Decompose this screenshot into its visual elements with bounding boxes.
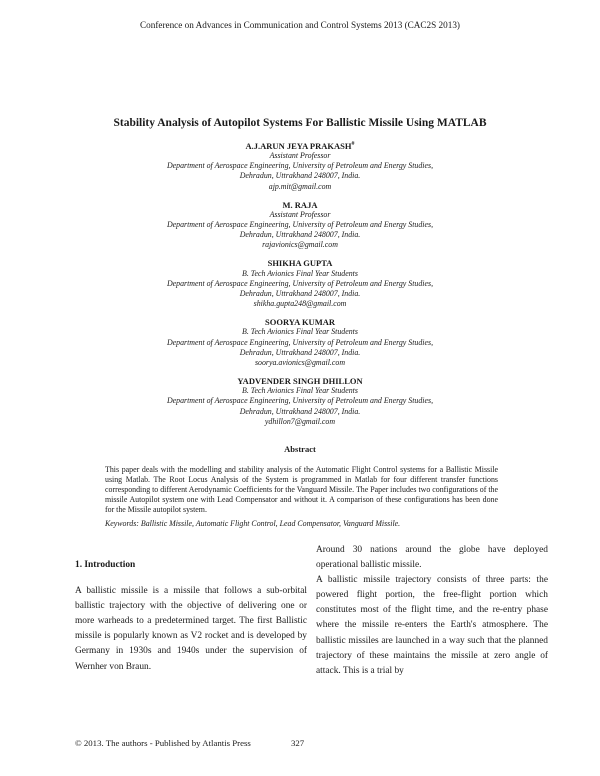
author-position: B. Tech Avionics Final Year Students [242,268,358,278]
author-address: Dehradun, Uttrakhand 248007, India. [239,171,361,181]
author-email: rajavionics@gmail.com [262,240,338,250]
author-entry [60,317,540,368]
author-entry [60,139,540,192]
author-entry [60,258,540,309]
author-email: soorya.avionics@gmail.com [254,358,346,368]
corresponding-mark: # [351,141,355,147]
keywords-list: Ballistic Missile, Automatic Flight Control, Lead Compensator, Vanguard Missile. [140,519,401,528]
abstract-heading: Abstract [284,444,316,454]
keywords-label: Keywords: [105,519,139,528]
author-block [60,139,540,435]
author-affiliation: Department of Aerospace Engineering, University of Petroleum and Energy Studies, [166,278,434,288]
author-address: Dehradun, Uttrakhand 248007, India. [239,230,361,240]
section-heading: 1. Introduction [75,560,136,570]
author-position: Assistant Professor [269,151,331,161]
author-email: shikha.gupta248@gmail.com [253,299,347,309]
keywords-line [105,519,498,529]
abstract-text: This paper deals with the modelling and stability analysis of the Automatic Flight Control systems for a Ballistic Missile using Matlab. The Root Locus Analysis of the System is programmed in Matlab for four different transfer functions corresponding to different Aerodynamic Coefficients for the Vanguard Missile. The Paper includes two configurations of the missile Autopilot system one with Lead Compensator and without it. A comparison of these configurations has been done for the Missile autopilot system. [105,465,498,514]
author-affiliation: Department of Aerospace Engineering, University of Petroleum and Energy Studies, [166,161,434,171]
page-footer [75,738,545,748]
conference-header: Conference on Advances in Communication and Control Systems 2013 (CAC2S 2013) [140,20,460,30]
author-position: B. Tech Avionics Final Year Students [242,386,358,396]
paper-title: Stability Analysis of Autopilot Systems For Ballistic Missile Using MATLAB [113,117,487,129]
author-address: Dehradun, Uttrakhand 248007, India. [239,347,361,357]
intro-paragraph: A ballistic missile is a missile that follows a sub-orbital ballistic trajectory with the objective of delivering one or more warheads to a predetermined target. The first Ballistic missile is popularly known as V2 rocket and is developed by Germany in 1930s and 1940s under the supervision of Wernher von Braun. [75,586,307,672]
author-address: Dehradun, Uttrakhand 248007, India. [239,406,361,416]
author-address: Dehradun, Uttrakhand 248007, India. [239,289,361,299]
right-column [316,543,548,679]
author-entry [60,200,540,251]
left-column [75,558,307,675]
intro-paragraph: Around 30 nations around the globe have deployed operational ballistic missile. [316,545,548,571]
intro-paragraph: A ballistic missile trajectory consists of three parts: the powered flight portion, the free-flight portion which constitutes most of the flight time, and the re-entry phase where the missile re-enters the Earth's atmosphere. The ballistic missiles are launched in a way such that the planned trajectory of these maintains the missile at zero angle of attack. This is a trial by [316,575,548,676]
author-name: M. RAJA [282,199,318,210]
author-email: ydhillon7@gmail.com [264,416,336,426]
author-entry [60,376,540,427]
author-affiliation: Department of Aerospace Engineering, University of Petroleum and Energy Studies, [166,396,434,406]
page-number: 327 [291,738,305,748]
author-email: ajp.mit@gmail.com [268,181,332,191]
author-name: SHIKHA GUPTA [267,258,333,269]
author-position: B. Tech Avionics Final Year Students [242,327,358,337]
author-name: YADVENDER SINGH DHILLON [237,376,363,387]
author-name: A.J.ARUN JEYA PRAKASH# [245,140,355,151]
author-affiliation: Department of Aerospace Engineering, University of Petroleum and Energy Studies, [166,220,434,230]
author-name: SOORYA KUMAR [265,317,335,328]
author-position: Assistant Professor [269,209,331,219]
copyright-notice: © 2013. The authors - Published by Atlantis Press [75,738,251,748]
author-affiliation: Department of Aerospace Engineering, University of Petroleum and Energy Studies, [166,337,434,347]
